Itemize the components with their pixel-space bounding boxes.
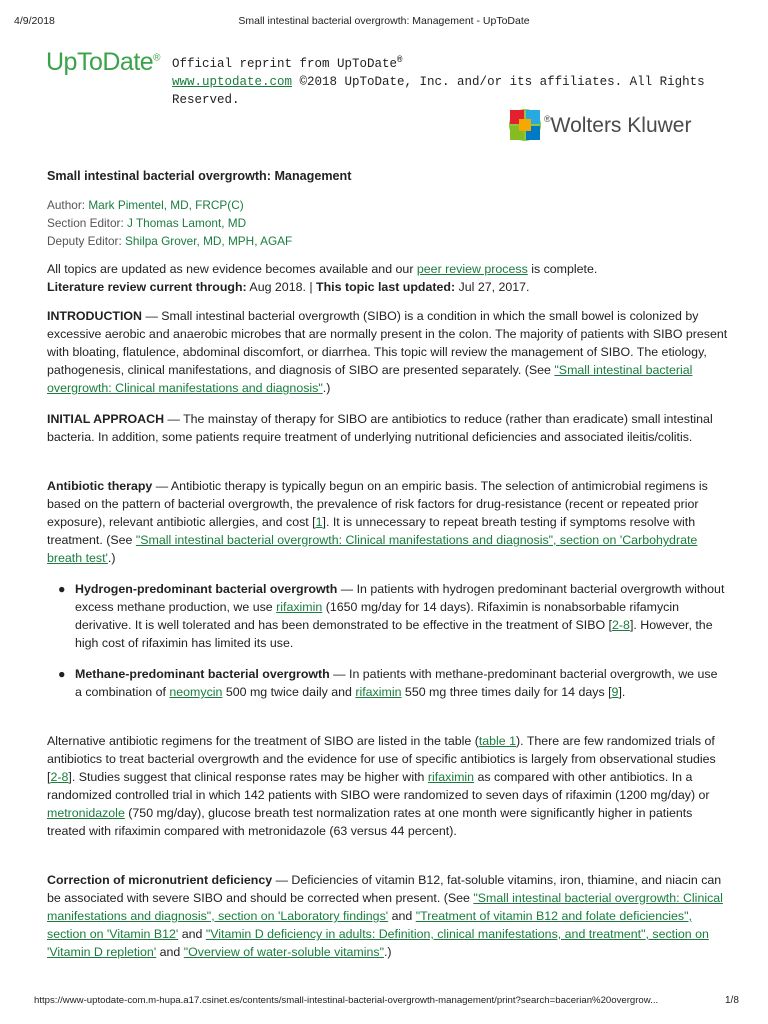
rifaximin-link[interactable]: rifaximin: [427, 770, 475, 784]
lab-findings-link[interactable]: "Small intestinal bacterial overgrowth: Clinical manifestations and diagnosis", section on 'Laboratory findings': [47, 891, 723, 923]
peer-review-link[interactable]: peer review process: [416, 262, 528, 276]
initial-approach-section: INITIAL APPROACH — The mainstay of therapy for SIBO are antibiotics to reduce (rather than eradicate) small intestinal bacteria. In addition, some patients require treatment of underlying nutritional deficiencies and associated ileitis/colitis.: [47, 412, 713, 444]
print-date: 4/9/2018: [14, 15, 55, 27]
print-title: Small intestinal bacterial overgrowth: Management - UpToDate: [238, 15, 530, 27]
water-soluble-vitamins-link[interactable]: "Overview of water-soluble vitamins": [183, 945, 384, 959]
uptodate-logo[interactable]: UpToDate®: [46, 48, 161, 76]
antibiotic-therapy-section: Antibiotic therapy — Antibiotic therapy is typically begun on an empiric basis. The selection of antimicrobial regimens is based on the pattern of bacterial overgrowth, the prevalence of risk factors for drug-resistance (recent or repeated prior exposure), relevant antibiotic allergies, and cost [1]. It is unnecessary to repeat breath testing if symptoms resolve with treatment. (See "Small intestinal bacterial overgrowth: Clinical manifestations and diagnosis", section on 'Carbohydrate breath test'.): [47, 479, 708, 565]
editors: Author: Mark Pimentel, MD, FRCP(C) Section Editor: J Thomas Lamont, MD Deputy Editor: Shilpa Grover, MD, MPH, AGAF: [47, 198, 293, 248]
introduction-section: INTRODUCTION — Small intestinal bacterial overgrowth (SIBO) is a condition in which the small bowel is colonized by excessive aerobic and anaerobic microbes that are normally present in the colon. The majority of patients with SIBO present with bloating, flatulence, abdominal discomfort, or diarrhea. This topic will review the management of SIBO. The etiology, pathogenesis, clinical manifestations, and diagnosis of SIBO are presented separately. (See "Small intestinal bacterial overgrowth: Clinical manifestations and diagnosis".): [47, 309, 728, 395]
rifaximin-link[interactable]: rifaximin: [276, 600, 323, 614]
micronutrient-section: Correction of micronutrient deficiency — Deficiencies of vitamin B12, fat-soluble vitamins, iron, thiamine, and niacin can be associated with severe SIBO and should be corrected when present. (See "Small intestinal bacterial overgrowth: Clinical manifestations and diagnosis", section on 'Laboratory findings' and "Treatment of vitamin B12 and folate deficiencies", section on 'Vitamin B12' and "Vitamin D deficiency in adults: Definition, clinical manifestations, and treatment", section on 'Vitamin D repletion' and "Overview of water-soluble vitamins".): [47, 873, 723, 959]
alternative-regimens-section: Alternative antibiotic regimens for the treatment of SIBO are listed in the table (table 1). There are few randomized trials of antibiotics to treat bacterial overgrowth and the evidence for use of specific antibiotics is largely from observational studies [2-8]. Studies suggest that clinical response rates may be higher with rifaximin as compared with other antibiotics. In a randomized controlled trial in which 142 patients with SIBO were randomized to seven days of rifaximin (1200 mg/day) or metronidazole (750 mg/day), glucose breath test normalization rates at one month were significantly higher in patients treated with rifaximin compared with metronidazole (63 versus 44 percent).: [47, 734, 716, 838]
rifaximin-link[interactable]: rifaximin: [355, 685, 402, 699]
page-number: 1/8: [725, 995, 739, 1006]
clinical-manifestations-link[interactable]: "Small intestinal bacterial overgrowth: Clinical manifestations and diagnosis": [47, 363, 693, 395]
list-item: ● Hydrogen-predominant bacterial overgrowth — In patients with hydrogen predominant bacterial overgrowth without excess methane production, we use rifaximin (1650 mg/day for 14 days). Rifaximin is nonabsorbable rifamycin derivative. It is well tolerated and has been demonstrated to be effective in the treatment of SIBO [2-8]. However, the high cost of rifaximin has limited its use.: [58, 582, 725, 650]
wolters-kluwer-icon: [508, 108, 542, 142]
ref-link[interactable]: 2-8: [612, 618, 630, 632]
vitamin-b12-link[interactable]: "Treatment of vitamin B12 and folate deficiencies", section on 'Vitamin B12': [47, 909, 692, 941]
update-notice: All topics are updated as new evidence becomes available and our peer review process is complete. Literature review current through: Aug 2018. | This topic last updated: Jul 27, 2017.: [47, 262, 598, 294]
breath-test-link[interactable]: "Small intestinal bacterial overgrowth: Clinical manifestations and diagnosis", section on 'Carbohydrate breath test': [47, 533, 698, 565]
ref-link[interactable]: 1: [315, 515, 323, 529]
metronidazole-link[interactable]: metronidazole: [47, 806, 125, 820]
ref-link[interactable]: 9: [611, 685, 619, 699]
author-link[interactable]: Mark Pimentel, MD, FRCP(C): [88, 198, 244, 212]
section-editor-link[interactable]: J Thomas Lamont, MD: [127, 216, 247, 230]
article-title: Small intestinal bacterial overgrowth: Management: [47, 169, 352, 183]
ref-link[interactable]: 2-8: [50, 770, 69, 784]
deputy-editor-link[interactable]: Shilpa Grover, MD, MPH, AGAF: [125, 234, 293, 248]
vitamin-d-link[interactable]: "Vitamin D deficiency in adults: Definition, clinical manifestations, and treatment", section on 'Vitamin D repletion': [47, 927, 709, 959]
footer-url: https://www-uptodate-com.m-hupa.a17.csinet.es/contents/small-intestinal-bacterial-overgrowth-management/print?search=bacerian%20overgrow...: [34, 995, 659, 1006]
list-item: ● Methane-predominant bacterial overgrowth — In patients with methane-predominant bacterial overgrowth, we use a combination of neomycin 500 mg twice daily and rifaximin 550 mg three times daily for 14 days [9].: [58, 667, 718, 699]
reprint-notice: Official reprint from UpToDate® www.uptodate.com ©2018 UpToDate, Inc. and/or its affiliates. All Rights Reserved.: [172, 55, 705, 108]
uptodate-link[interactable]: www.uptodate.com: [172, 75, 293, 90]
neomycin-link[interactable]: neomycin: [169, 685, 223, 699]
table-link[interactable]: table 1: [478, 734, 517, 748]
